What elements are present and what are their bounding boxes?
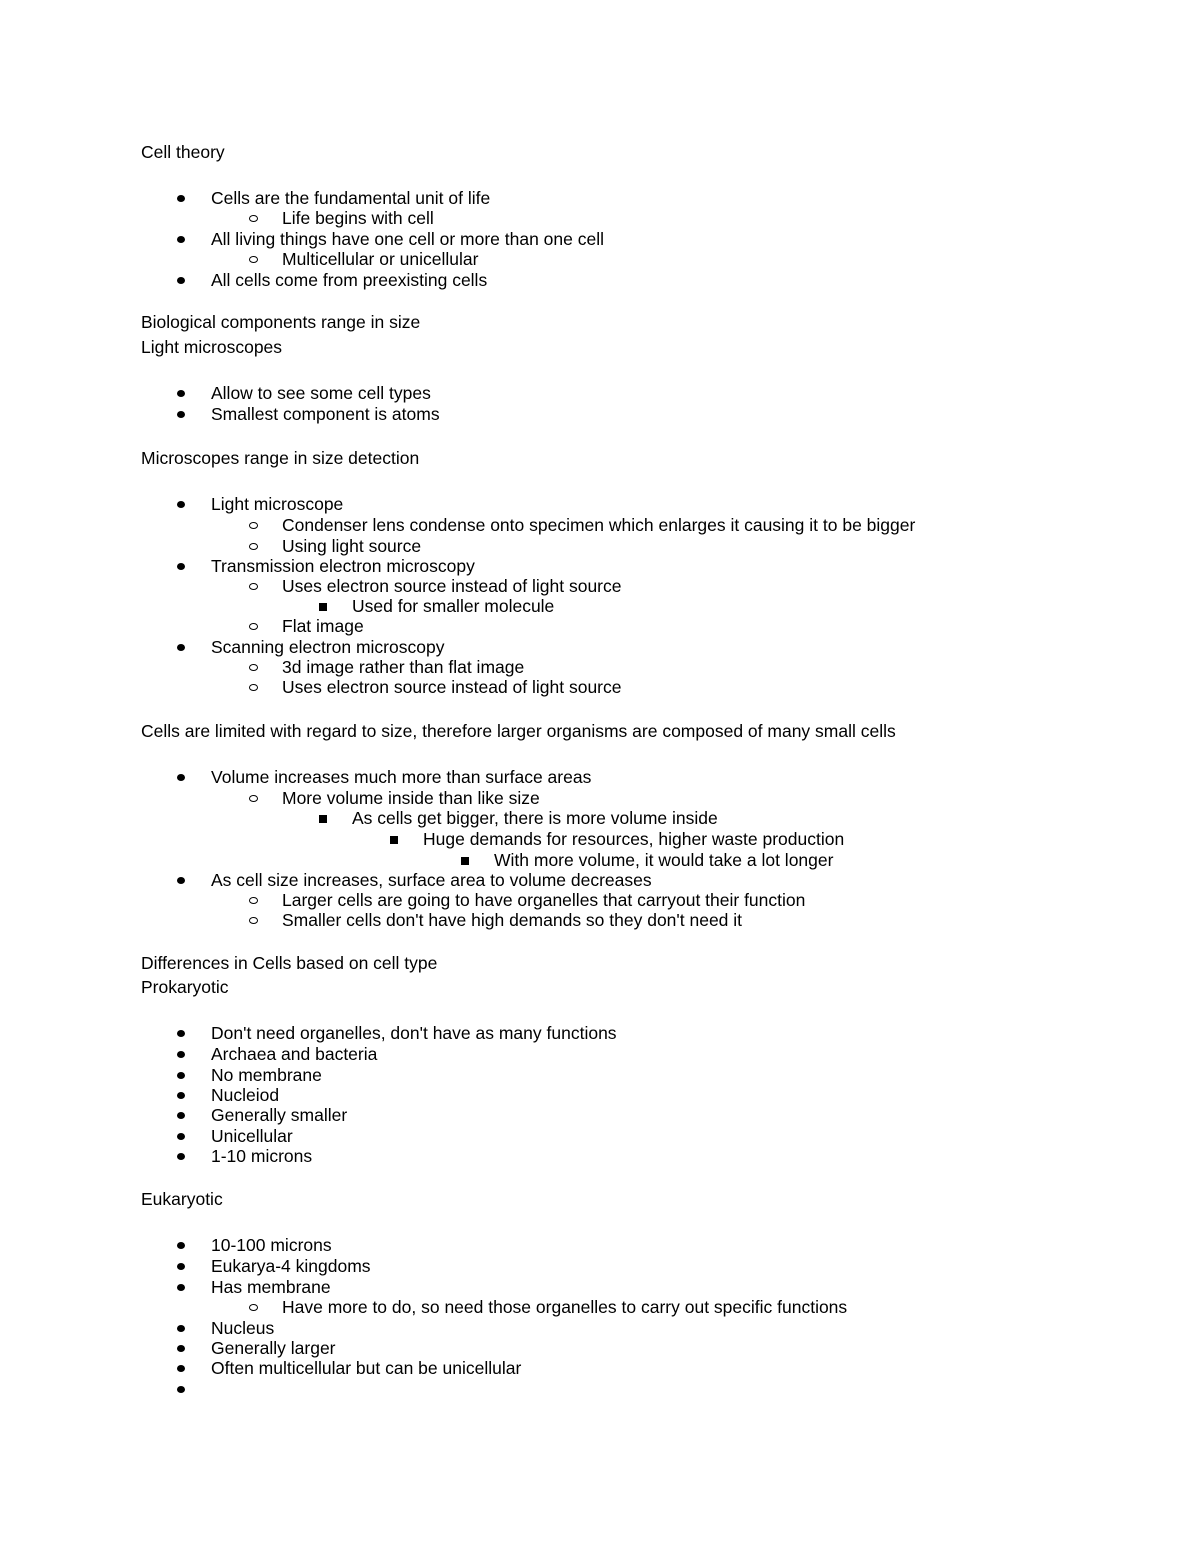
heading-text: Microscopes range in size detection <box>141 448 420 468</box>
disc-bullet-icon <box>177 1386 185 1393</box>
list-item-text: 3d image rather than flat image <box>282 657 525 677</box>
list-item-text: Generally smaller <box>211 1105 348 1125</box>
heading-text: Biological components range in size <box>141 312 421 332</box>
disc-bullet-icon <box>177 1263 185 1270</box>
heading-text: Light microscopes <box>141 337 283 357</box>
list-item-text: Smaller cells don't have high demands so they don't need it <box>282 910 743 930</box>
disc-bullet-icon <box>177 411 185 418</box>
circle-bullet-icon <box>249 897 258 904</box>
circle-bullet-icon <box>249 684 258 691</box>
circle-bullet-icon <box>249 583 258 590</box>
square-bullet-icon <box>319 815 327 823</box>
disc-bullet-icon <box>177 390 185 397</box>
heading-text: Cells are limited with regard to size, therefore larger organisms are composed of many small cells <box>141 721 896 741</box>
heading-text: Eukaryotic <box>141 1189 223 1209</box>
list-item-text: Multicellular or unicellular <box>282 249 479 269</box>
list-item-text: No membrane <box>211 1065 322 1085</box>
list-item-text: Larger cells are going to have organelles that carryout their function <box>282 890 806 910</box>
list-item-text: Often multicellular but can be unicellular <box>211 1358 522 1378</box>
list-item-text: Nucleiod <box>211 1085 280 1105</box>
list-item-text: Generally larger <box>211 1338 336 1358</box>
disc-bullet-icon <box>177 563 185 570</box>
list-item-text: 1-10 microns <box>211 1146 313 1166</box>
circle-bullet-icon <box>249 917 258 924</box>
disc-bullet-icon <box>177 277 185 284</box>
disc-bullet-icon <box>177 1133 185 1140</box>
list-item-text: Flat image <box>282 616 364 636</box>
list-item-text: Using light source <box>282 536 422 556</box>
list-item-text: Uses electron source instead of light source <box>282 576 622 596</box>
list-item-text: Used for smaller molecule <box>352 596 555 616</box>
disc-bullet-icon <box>177 1325 185 1332</box>
list-item-text: All living things have one cell or more than one cell <box>211 229 604 249</box>
heading-text: Differences in Cells based on cell type <box>141 953 438 973</box>
heading-text: Cell theory <box>141 142 225 162</box>
circle-bullet-icon <box>249 664 258 671</box>
disc-bullet-icon <box>177 1242 185 1249</box>
list-item-text: Volume increases much more than surface areas <box>211 767 592 787</box>
disc-bullet-icon <box>177 1284 185 1291</box>
disc-bullet-icon <box>177 644 185 651</box>
list-item-text: Huge demands for resources, higher waste production <box>423 829 845 849</box>
circle-bullet-icon <box>249 522 258 529</box>
list-item-text: With more volume, it would take a lot longer <box>494 850 834 870</box>
circle-bullet-icon <box>249 1304 258 1311</box>
square-bullet-icon <box>461 857 469 865</box>
circle-bullet-icon <box>249 256 258 263</box>
list-item-text: Has membrane <box>211 1277 331 1297</box>
disc-bullet-icon <box>177 774 185 781</box>
disc-bullet-icon <box>177 1092 185 1099</box>
list-item-text: As cells get bigger, there is more volume inside <box>352 808 718 828</box>
disc-bullet-icon <box>177 1051 185 1058</box>
disc-bullet-icon <box>177 236 185 243</box>
list-item-text: Condenser lens condense onto specimen which enlarges it causing it to be bigger <box>282 515 916 535</box>
square-bullet-icon <box>319 603 327 611</box>
circle-bullet-icon <box>249 543 258 550</box>
list-item-text: Life begins with cell <box>282 208 434 228</box>
list-item-text: 10-100 microns <box>211 1235 332 1255</box>
heading-text: Prokaryotic <box>141 977 229 997</box>
list-item-text: Scanning electron microscopy <box>211 637 445 657</box>
disc-bullet-icon <box>177 1345 185 1352</box>
circle-bullet-icon <box>249 215 258 222</box>
disc-bullet-icon <box>177 1030 185 1037</box>
list-item-text: Light microscope <box>211 494 344 514</box>
disc-bullet-icon <box>177 877 185 884</box>
circle-bullet-icon <box>249 795 258 802</box>
disc-bullet-icon <box>177 1072 185 1079</box>
disc-bullet-icon <box>177 1112 185 1119</box>
list-item-text: As cell size increases, surface area to volume decreases <box>211 870 652 890</box>
square-bullet-icon <box>390 836 398 844</box>
disc-bullet-icon <box>177 1153 185 1160</box>
list-item-text: Don't need organelles, don't have as many functions <box>211 1023 617 1043</box>
list-item-text: Uses electron source instead of light source <box>282 677 622 697</box>
disc-bullet-icon <box>177 501 185 508</box>
list-item-text: More volume inside than like size <box>282 788 540 808</box>
disc-bullet-icon <box>177 1365 185 1372</box>
list-item-text: Smallest component is atoms <box>211 404 440 424</box>
list-item-text: Transmission electron microscopy <box>211 556 475 576</box>
list-item-text: Nucleus <box>211 1318 275 1338</box>
list-item-text: Allow to see some cell types <box>211 383 431 403</box>
list-item-text: Cells are the fundamental unit of life <box>211 188 491 208</box>
disc-bullet-icon <box>177 195 185 202</box>
list-item-text: Unicellular <box>211 1126 293 1146</box>
list-item-text: Archaea and bacteria <box>211 1044 378 1064</box>
list-item-text: All cells come from preexisting cells <box>211 270 488 290</box>
circle-bullet-icon <box>249 623 258 630</box>
list-item-text: Have more to do, so need those organelles to carry out specific functions <box>282 1297 848 1317</box>
list-item-text: Eukarya-4 kingdoms <box>211 1256 371 1276</box>
